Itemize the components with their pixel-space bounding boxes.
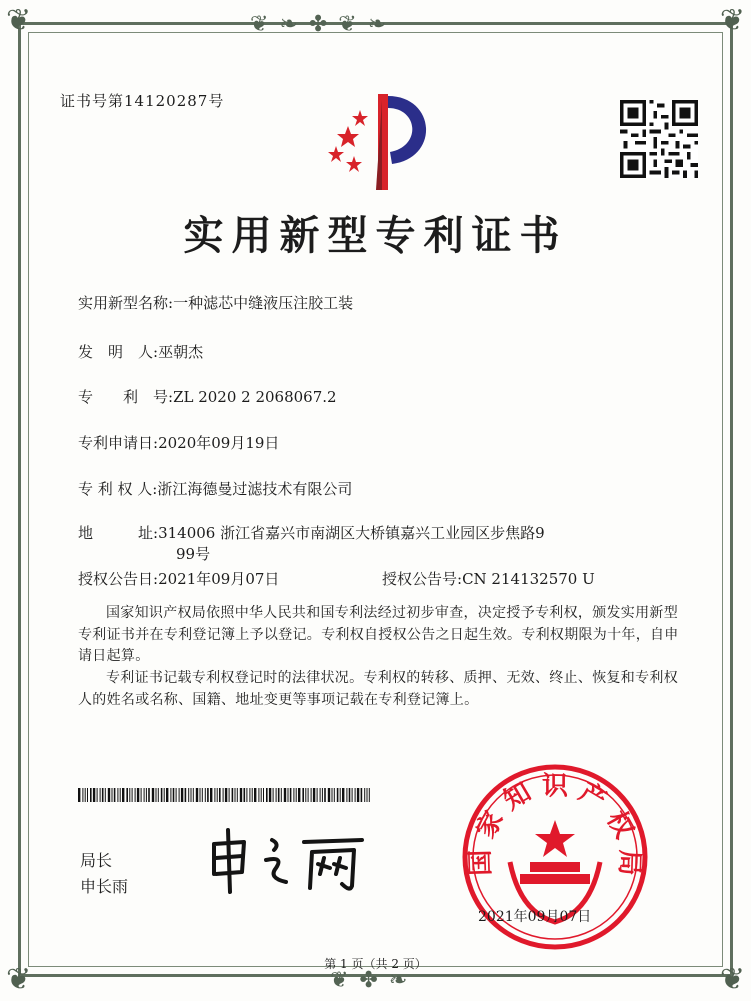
barcode-bar (205, 788, 206, 802)
barcode-bar (337, 788, 339, 802)
barcode-bar (146, 788, 147, 802)
barcode-bar (240, 788, 242, 802)
barcode-bar (114, 788, 116, 802)
barcode-bar (288, 788, 289, 802)
barcode-bar (313, 788, 315, 802)
seal-date: 2021年09月07日 (478, 909, 592, 925)
corner-ornament-tr: ❦ (719, 3, 745, 38)
barcode-bar (298, 788, 300, 802)
barcode-bar (352, 788, 353, 802)
barcode-bar (117, 788, 118, 802)
barcode-bar (252, 788, 253, 802)
seal-star (535, 820, 575, 857)
grant-number-row (382, 568, 595, 589)
barcode-bar (266, 788, 268, 802)
emblem-star (352, 110, 368, 126)
barcode-bar (158, 788, 159, 802)
barcode-bar (276, 788, 277, 802)
barcode-bar (82, 788, 83, 802)
barcode-bar (219, 788, 221, 802)
utility-model-name-value: 一种滤芯中缝液压注胶工装 (173, 294, 354, 312)
barcode-bar (93, 788, 95, 802)
barcode-bar (97, 788, 98, 802)
barcode-bar (191, 788, 192, 802)
barcode-bar (281, 788, 282, 802)
utility-model-name-row (78, 292, 353, 313)
barcode-bar (332, 788, 333, 802)
barcode-bar (258, 788, 259, 802)
barcode-bar (263, 788, 264, 802)
barcode-bar (78, 788, 80, 802)
barcode-bar (320, 788, 321, 802)
barcode-bar (361, 788, 363, 802)
barcode-bar (135, 788, 136, 802)
barcode-bar (148, 788, 150, 802)
filing-date-value: 2020年09月19日 (158, 434, 280, 452)
barcode-bar (311, 788, 312, 802)
barcode-bar (173, 788, 175, 802)
barcode (78, 788, 372, 802)
barcode-bar (122, 788, 124, 802)
barcode-bar (176, 788, 177, 802)
barcode-bar (229, 788, 230, 802)
barcode-bar (369, 788, 370, 802)
address-value-line1: 314006 浙江省嘉兴市南湖区大桥镇嘉兴工业园区步焦路9 (158, 524, 545, 542)
barcode-bar (152, 788, 154, 802)
barcode-bar (342, 788, 344, 802)
filing-date-row (78, 432, 279, 453)
address-label: 地 址: (78, 524, 159, 542)
barcode-bar (296, 788, 297, 802)
barcode-bar (85, 788, 86, 802)
barcode-bar (137, 788, 139, 802)
barcode-bar (305, 788, 306, 802)
inventor-label: 发 明 人: (78, 343, 159, 361)
barcode-bar (317, 788, 318, 802)
address-row (78, 522, 545, 543)
inventor-row (78, 341, 203, 362)
top-ornament: ❦ ❧ ✤ ❦ ❧ (250, 12, 389, 37)
emblem-star (337, 126, 359, 147)
barcode-bar (108, 788, 110, 802)
barcode-bar (290, 788, 292, 802)
barcode-bar (132, 788, 133, 802)
signatory-title: 局长 (80, 851, 113, 870)
barcode-bar (120, 788, 121, 802)
barcode-bar (278, 788, 280, 802)
emblem-star (346, 156, 362, 172)
barcode-bar (349, 788, 351, 802)
barcode-bar (214, 788, 215, 802)
page-number: 第 1 页（共 2 页） (324, 957, 427, 971)
corner-ornament-tl: ❦ (6, 3, 32, 38)
grant-date-row (78, 568, 279, 589)
patent-number-value: ZL 2020 2 2068067.2 (173, 388, 337, 406)
filing-date-label: 专利申请日: (78, 434, 159, 452)
barcode-bar (193, 788, 194, 802)
barcode-bar (340, 788, 341, 802)
paragraph-grant-statement: 国家知识产权局依照中华人民共和国专利法经过初步审查，决定授予专利权，颁发实用新型专利证书并在专利登记簿上予以登记。专利权自授权公告之日起生效。专利权期限为十年，自申请日起算。 (78, 605, 679, 664)
grant-date-label: 授权公告日: (78, 570, 159, 588)
corner-ornament-br: ❦ (719, 962, 745, 997)
barcode-bar (367, 788, 368, 802)
certificate-title: 实用新型专利证书 (183, 212, 568, 259)
corner-ornament-bl: ❦ (6, 962, 32, 997)
barcode-bar (225, 788, 227, 802)
barcode-bar (293, 788, 294, 802)
barcode-bar (141, 788, 142, 802)
grant-number-value: CN 214132570 U (462, 570, 595, 588)
barcode-bar (223, 788, 224, 802)
barcode-bar (284, 788, 286, 802)
barcode-bar (105, 788, 106, 802)
certificate-number: 证书号第14120287号 (60, 92, 225, 110)
signatory-name: 申长雨 (80, 877, 129, 896)
paragraph-legal-status: 专利证书记载专利权登记时的法律状况。专利权的转移、质押、无效、终止、恢复和专利权人的姓名或名称、国籍、地址变更等事项记载在专利登记簿上。 (78, 670, 678, 708)
patentee-label: 专 利 权 人: (78, 480, 158, 498)
barcode-bar (90, 788, 92, 802)
barcode-bar (217, 788, 218, 802)
barcode-bar (126, 788, 128, 802)
barcode-bar (324, 788, 326, 802)
barcode-bar (346, 788, 347, 802)
patent-number-row (78, 386, 337, 407)
barcode-bar (249, 788, 250, 802)
emblem-star (328, 146, 344, 162)
barcode-bar (161, 788, 163, 802)
barcode-bar (144, 788, 145, 802)
utility-model-name-label: 实用新型名称: (78, 294, 174, 312)
barcode-bar (334, 788, 335, 802)
grant-number-label: 授权公告号: (382, 570, 463, 588)
barcode-bar (273, 788, 274, 802)
barcode-bar (207, 788, 209, 802)
address-value-line2: 99号 (176, 545, 211, 563)
barcode-bar (164, 788, 165, 802)
barcode-bar (196, 788, 198, 802)
bottom-ornament: ❦ ✤ ❧ (330, 968, 410, 993)
barcode-bar (185, 788, 187, 802)
emblem-blue-arc (388, 96, 426, 164)
barcode-bar (328, 788, 330, 802)
barcode-bar (129, 788, 130, 802)
barcode-bar (87, 788, 88, 802)
barcode-bar (170, 788, 171, 802)
barcode-bar (237, 788, 238, 802)
barcode-bar (254, 788, 256, 802)
barcode-bar (364, 788, 365, 802)
patent-number-label: 专 利 号: (78, 388, 174, 406)
barcode-bar (166, 788, 168, 802)
qr-code (620, 100, 698, 178)
barcode-bar (112, 788, 113, 802)
patent-office-emblem (318, 86, 442, 198)
inventor-value: 巫朝杰 (158, 343, 204, 361)
barcode-bar (355, 788, 356, 802)
grant-date-value: 2021年09月07日 (158, 570, 280, 588)
barcode-bar (188, 788, 189, 802)
barcode-bar (235, 788, 236, 802)
barcode-bar (156, 788, 157, 802)
barcode-bar (202, 788, 203, 802)
seal-text: 国 家 知 识 产 权 局 (465, 771, 645, 877)
barcode-bar (181, 788, 183, 802)
barcode-bar (100, 788, 101, 802)
barcode-bar (246, 788, 247, 802)
barcode-bar (308, 788, 309, 802)
patentee-value: 浙江海德曼过滤技术有限公司 (157, 480, 353, 498)
barcode-bar (232, 788, 234, 802)
barcode-bar (269, 788, 271, 802)
barcode-bar (210, 788, 212, 802)
barcode-bar (102, 788, 104, 802)
barcode-bar (357, 788, 359, 802)
barcode-bar (244, 788, 246, 802)
barcode-bar (200, 788, 201, 802)
barcode-bar (179, 788, 180, 802)
patentee-row (78, 478, 352, 499)
barcode-bar (322, 788, 323, 802)
barcode-bar (302, 788, 304, 802)
handwritten-signature (200, 822, 380, 902)
barcode-bar (261, 788, 262, 802)
